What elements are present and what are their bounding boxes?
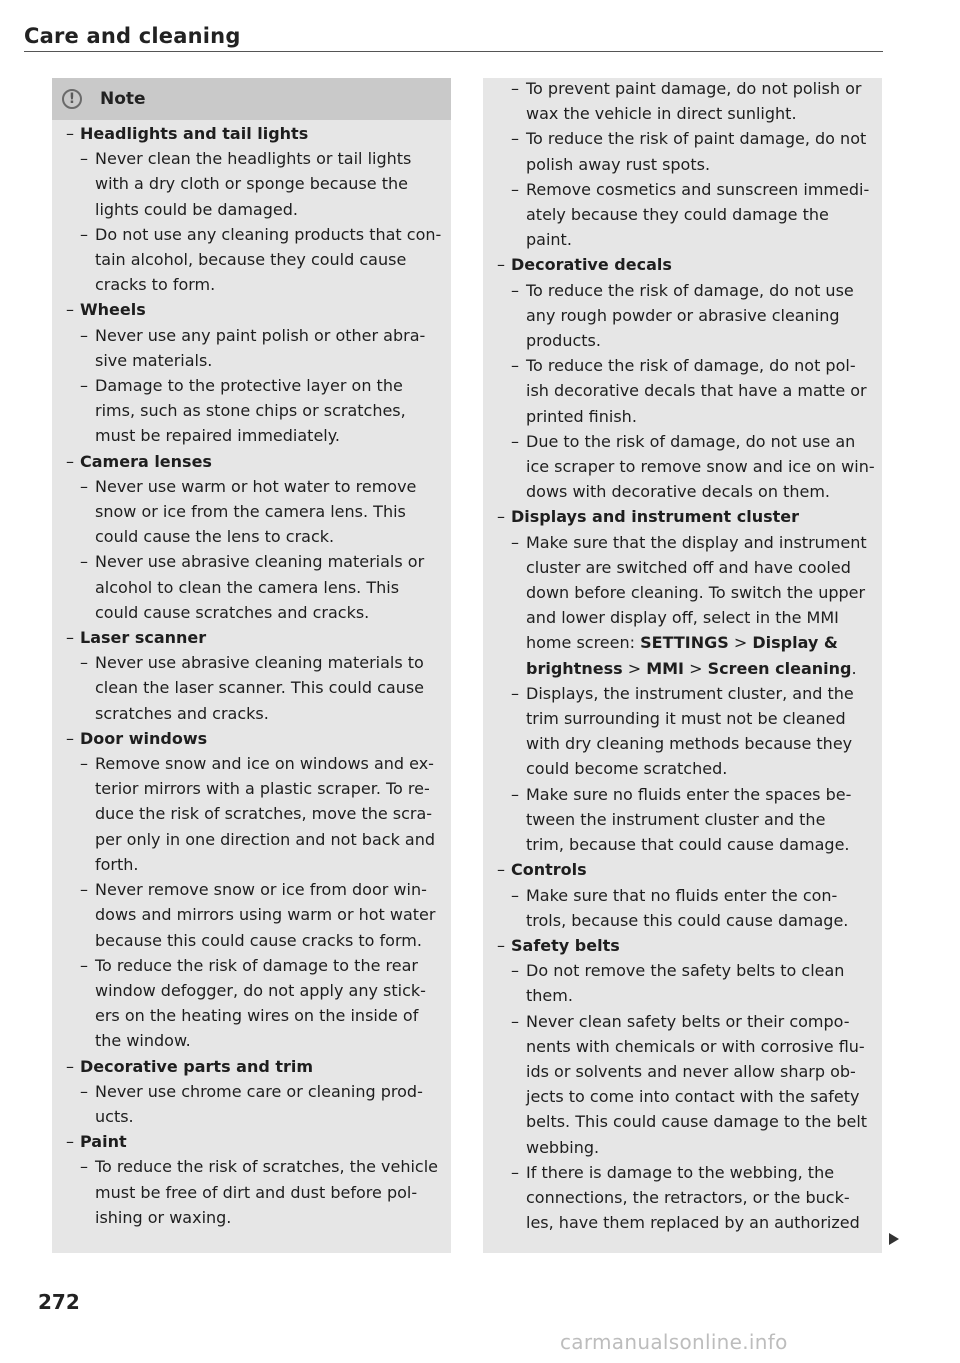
line-text: Never clean safety belts or their compo-: [526, 1011, 850, 1031]
list-item-line: [483, 429, 882, 454]
list-item-line: [483, 807, 882, 832]
list-item-line: [52, 1180, 451, 1205]
list-item-line: [52, 524, 451, 549]
line-text: Make sure that the display and instrument: [526, 532, 867, 552]
list-item-line: [483, 303, 882, 328]
dash-bullet: –: [80, 376, 88, 396]
section-heading: [52, 726, 451, 751]
line-text: could cause the lens to crack.: [95, 527, 335, 547]
list-item-line: [483, 1109, 882, 1134]
line-text: tain alcohol, because they could cause: [95, 250, 407, 270]
line-text: the window.: [95, 1031, 191, 1051]
dash-bullet: –: [497, 507, 505, 527]
list-item-line: [483, 1135, 882, 1160]
list-item-line: [483, 756, 882, 781]
line-text: printed finish.: [526, 406, 637, 426]
line-text: trols, because this could cause damage.: [526, 910, 849, 930]
line-text: dows with decorative decals on them.: [526, 482, 830, 502]
list-item-line: [483, 101, 882, 126]
list-item-line: [52, 146, 451, 171]
line-text: could become scratched.: [526, 759, 728, 779]
list-item-line: [52, 1003, 451, 1028]
line-text: Damage to the protective layer on the: [95, 376, 403, 396]
list-item-line: [483, 202, 882, 227]
list-item-line: [52, 1079, 451, 1104]
list-item-line: [483, 1059, 882, 1084]
note-box: [52, 78, 451, 1253]
list-item-line: [52, 978, 451, 1003]
line-text: clean the laser scanner. This could cause: [95, 678, 425, 698]
line-text: down before cleaning. To switch the upper: [526, 583, 866, 603]
line-text: ids or solvents and never allow sharp ob-: [526, 1061, 856, 1081]
list-item-line: [52, 1104, 451, 1129]
watermark: carmanualsonline.info: [560, 1330, 788, 1354]
line-text: Make sure no fluids enter the spaces be-: [526, 784, 852, 804]
list-item-line: [52, 323, 451, 348]
list-item-line: [52, 1205, 451, 1230]
line-text: lights could be damaged.: [95, 199, 298, 219]
list-item-line: [483, 378, 882, 403]
list-item-line: [483, 555, 882, 580]
section-heading: [52, 121, 451, 146]
line-text: with a dry cloth or sponge because the: [95, 174, 408, 194]
line-text: ately because they could damage the: [526, 205, 829, 225]
list-item-line: [483, 983, 882, 1008]
list-item-line: [483, 782, 882, 807]
dash-bullet: –: [80, 754, 88, 774]
list-item-line: [52, 776, 451, 801]
list-item-line: [483, 454, 882, 479]
line-text: with dry cleaning methods because they: [526, 734, 853, 754]
list-item-line: [52, 373, 451, 398]
list-item-line: [483, 126, 882, 151]
dash-bullet: –: [80, 325, 88, 345]
list-item-line: [483, 353, 882, 378]
line-text: les, have them replaced by an authorized: [526, 1213, 860, 1233]
list-item-line: [52, 751, 451, 776]
line-text: Never use warm or hot water to remove: [95, 476, 417, 496]
list-item-line: [52, 499, 451, 524]
line-text: Never remove snow or ice from door win-: [95, 880, 427, 900]
line-text-part: >: [683, 658, 708, 678]
line-text: cracks to form.: [95, 275, 216, 295]
dash-bullet: –: [511, 1011, 519, 1031]
line-text: products.: [526, 331, 601, 351]
dash-bullet: –: [80, 149, 88, 169]
line-text: Never use abrasive cleaning materials or: [95, 552, 425, 572]
line-text: Displays and instrument cluster: [511, 507, 799, 527]
list-item-line: [52, 928, 451, 953]
exclamation-circle-icon: !: [62, 89, 82, 109]
line-text: Controls: [511, 860, 587, 880]
dash-bullet: –: [511, 356, 519, 376]
line-text: per only in one direction and not back and: [95, 829, 436, 849]
line-text: duce the risk of scratches, move the scra-: [95, 804, 433, 824]
line-text: scratches and cracks.: [95, 703, 269, 723]
section-heading: [52, 297, 451, 322]
dash-bullet: –: [511, 784, 519, 804]
line-text: ishing or waxing.: [95, 1207, 232, 1227]
line-text: ice scraper to remove snow and ice on win-: [526, 457, 875, 477]
line-text: rims, such as stone chips or scratches,: [95, 401, 406, 421]
line-text: belts. This could cause damage to the belt: [526, 1112, 868, 1132]
list-item-line: [483, 1210, 882, 1235]
line-text: connections, the retractors, or the buck-: [526, 1187, 850, 1207]
line-text: and lower display off, select in the MMI: [526, 608, 839, 628]
line-text: terior mirrors with a plastic scraper. To re-: [95, 779, 430, 799]
dash-bullet: –: [511, 431, 519, 451]
line-text: must be repaired immediately.: [95, 426, 340, 446]
line-text: them.: [526, 986, 573, 1006]
line-text: because this could cause cracks to form.: [95, 930, 422, 950]
dash-bullet: –: [66, 300, 74, 320]
list-item-line: [52, 701, 451, 726]
line-text: tween the instrument cluster and the: [526, 809, 826, 829]
line-text: Due to the risk of damage, do not use an: [526, 431, 856, 451]
line-text: Never use abrasive cleaning materials to: [95, 653, 424, 673]
line-text-part: .: [851, 658, 857, 678]
line-text: If there is damage to the webbing, the: [526, 1162, 835, 1182]
note-header: [52, 78, 451, 120]
line-text: polish away rust spots.: [526, 154, 711, 174]
list-item-line: [52, 474, 451, 499]
dash-bullet: –: [66, 124, 74, 143]
list-item-line: [483, 958, 882, 983]
line-text: Headlights and tail lights: [80, 124, 309, 143]
list-item-line: [483, 630, 882, 655]
line-text: Displays, the instrument cluster, and the: [526, 683, 854, 703]
page-header-title: Care and cleaning: [24, 24, 241, 48]
line-text: paint.: [526, 230, 572, 250]
line-text: Laser scanner: [80, 628, 207, 648]
line-text-part: SETTINGS: [640, 633, 729, 653]
dash-bullet: –: [497, 935, 505, 955]
dash-bullet: –: [80, 224, 88, 244]
line-text: trim surrounding it must not be cleaned: [526, 709, 846, 729]
section-heading: [52, 625, 451, 650]
line-text-part: >: [728, 633, 753, 653]
list-item-line: [483, 404, 882, 429]
line-text: wax the vehicle in direct sunlight.: [526, 104, 797, 124]
dash-bullet: –: [511, 1162, 519, 1182]
list-item-line: [52, 197, 451, 222]
line-text: ucts.: [95, 1106, 134, 1126]
list-item-line: [483, 328, 882, 353]
list-item-line: [483, 76, 882, 101]
list-item-line: [483, 681, 882, 706]
line-text-part: >: [622, 658, 647, 678]
list-item-line: [483, 908, 882, 933]
list-item-line: [52, 1028, 451, 1053]
dash-bullet: –: [511, 961, 519, 981]
list-item-line: [52, 902, 451, 927]
list-item-line: [52, 575, 451, 600]
list-item-line: [483, 580, 882, 605]
triangle-right-icon: [889, 1233, 899, 1245]
list-item-line: [483, 731, 882, 756]
section-heading: [483, 933, 882, 958]
list-item-line: [483, 530, 882, 555]
line-text: To reduce the risk of scratches, the vehicle: [95, 1157, 438, 1177]
line-text: Never use chrome care or cleaning prod-: [95, 1081, 423, 1101]
dash-bullet: –: [511, 280, 519, 300]
list-item-line: [52, 650, 451, 675]
line-text: window defogger, do not apply any stick-: [95, 980, 426, 1000]
dash-bullet: –: [511, 885, 519, 905]
note-box-continued: [483, 78, 882, 1253]
dash-bullet: –: [66, 1132, 74, 1152]
list-item-line: [52, 675, 451, 700]
line-text: Never use any paint polish or other abra-: [95, 325, 426, 345]
section-heading: [483, 504, 882, 529]
line-text: sive materials.: [95, 350, 213, 370]
page-number: 272: [38, 1290, 80, 1314]
line-text: could cause scratches and cracks.: [95, 602, 370, 622]
line-text: jects to come into contact with the safety: [526, 1087, 860, 1107]
dash-bullet: –: [80, 476, 88, 496]
line-text-part: home screen:: [526, 633, 641, 653]
list-item-line: [52, 600, 451, 625]
dash-bullet: –: [511, 79, 519, 98]
dash-bullet: –: [66, 451, 74, 471]
line-text: ers on the heating wires on the inside of: [95, 1006, 419, 1026]
line-text: To reduce the risk of damage, do not pol-: [526, 356, 856, 376]
list-item-line: [52, 801, 451, 826]
line-text: Do not remove the safety belts to clean: [526, 961, 845, 981]
line-text: Remove snow and ice on windows and ex-: [95, 754, 434, 774]
line-text: Decorative parts and trim: [80, 1056, 314, 1076]
list-item-line: [483, 177, 882, 202]
list-item-line: [52, 272, 451, 297]
list-item-line: [483, 278, 882, 303]
line-text: forth.: [95, 854, 139, 874]
dash-bullet: –: [80, 880, 88, 900]
dash-bullet: –: [66, 628, 74, 648]
list-item-line: [483, 479, 882, 504]
dash-bullet: –: [80, 1081, 88, 1101]
dash-bullet: –: [497, 860, 505, 880]
line-text: Camera lenses: [80, 451, 212, 471]
line-text: Door windows: [80, 728, 208, 748]
line-text: must be free of dirt and dust before pol-: [95, 1182, 418, 1202]
line-text: any rough powder or abrasive cleaning: [526, 305, 840, 325]
list-item-line: [52, 222, 451, 247]
list-item-line: [483, 227, 882, 252]
list-item-line: [483, 1034, 882, 1059]
dash-bullet: –: [80, 552, 88, 572]
line-text: webbing.: [526, 1137, 600, 1157]
dash-bullet: –: [80, 955, 88, 975]
note-right-column: [483, 76, 882, 1235]
list-item-line: [483, 605, 882, 630]
line-text: Wheels: [80, 300, 146, 320]
list-item-line: [52, 171, 451, 196]
line-text: cluster are switched off and have cooled: [526, 557, 851, 577]
section-heading: [483, 857, 882, 882]
line-text: To reduce the risk of paint damage, do not: [526, 129, 867, 149]
line-text: To reduce the risk of damage to the rear: [95, 955, 418, 975]
line-text: Never clean the headlights or tail lights: [95, 149, 412, 169]
list-item-line: [52, 398, 451, 423]
list-item-line: [52, 348, 451, 373]
line-text: ish decorative decals that have a matte or: [526, 381, 867, 401]
line-text: Do not use any cleaning products that con-: [95, 224, 442, 244]
note-label: Note: [100, 89, 146, 109]
list-item-line: [483, 883, 882, 908]
line-text: To reduce the risk of damage, do not use: [526, 280, 854, 300]
list-item-line: [483, 1084, 882, 1109]
section-heading: [52, 449, 451, 474]
line-text: nents with chemicals or with corrosive flu-: [526, 1036, 865, 1056]
line-text: Remove cosmetics and sunscreen immedi-: [526, 179, 870, 199]
list-item-line: [52, 877, 451, 902]
dash-bullet: –: [497, 255, 505, 275]
list-item-line: [52, 953, 451, 978]
line-text: Safety belts: [511, 935, 620, 955]
header-divider: [24, 51, 883, 52]
list-item-line: [52, 549, 451, 574]
list-item-line: [483, 1160, 882, 1185]
section-heading: [483, 252, 882, 277]
list-item-line: [52, 247, 451, 272]
dash-bullet: –: [511, 129, 519, 149]
list-item-line: [52, 852, 451, 877]
dash-bullet: –: [511, 532, 519, 552]
list-item-line: [483, 832, 882, 857]
list-item-line: [52, 423, 451, 448]
section-heading: [52, 1129, 451, 1154]
dash-bullet: –: [80, 653, 88, 673]
line-text-part: brightness: [526, 658, 623, 678]
line-text-part: Display &: [752, 633, 838, 653]
line-text: To prevent paint damage, do not polish or: [526, 79, 862, 98]
section-heading: [52, 1054, 451, 1079]
dash-bullet: –: [66, 1056, 74, 1076]
dash-bullet: –: [66, 728, 74, 748]
list-item-line: [483, 656, 882, 681]
note-left-column: [52, 120, 451, 1230]
list-item-line: [483, 706, 882, 731]
line-text: Decorative decals: [511, 255, 672, 275]
line-text: Paint: [80, 1132, 127, 1152]
dash-bullet: –: [80, 1157, 88, 1177]
list-item-line: [483, 1009, 882, 1034]
line-text: alcohol to clean the camera lens. This: [95, 577, 400, 597]
line-text-part: MMI: [646, 658, 684, 678]
dash-bullet: –: [511, 683, 519, 703]
list-item-line: [52, 827, 451, 852]
line-text-part: Screen cleaning: [707, 658, 852, 678]
line-text: snow or ice from the camera lens. This: [95, 502, 406, 522]
list-item-line: [52, 1154, 451, 1179]
list-item-line: [483, 152, 882, 177]
line-text: Make sure that no fluids enter the con-: [526, 885, 838, 905]
line-text: dows and mirrors using warm or hot water: [95, 905, 436, 925]
line-text: trim, because that could cause damage.: [526, 835, 850, 855]
list-item-line: [483, 1185, 882, 1210]
dash-bullet: –: [511, 179, 519, 199]
